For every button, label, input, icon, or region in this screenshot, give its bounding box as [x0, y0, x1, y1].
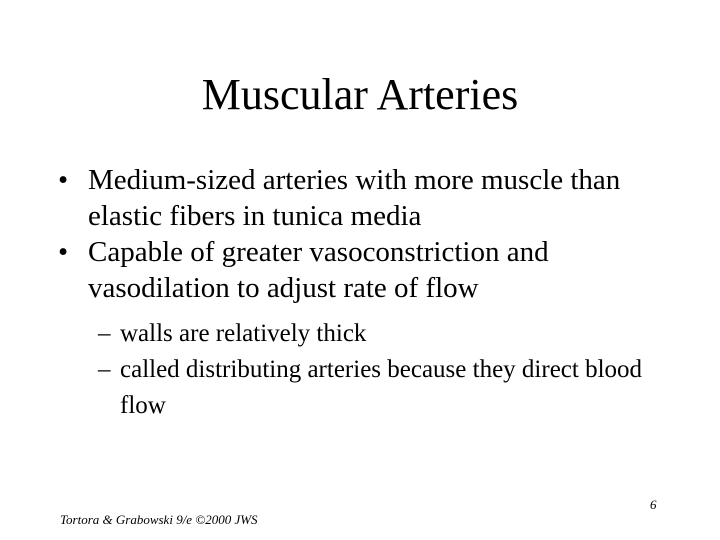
bullet-text: Capable of greater vasoconstriction and vasodilation to adjust rate of flow: [88, 236, 549, 304]
subbullet-list: [58, 316, 678, 424]
subbullet-item: [98, 316, 678, 352]
bullet-marker: •: [58, 164, 69, 196]
subbullet-text: called distributing arteries because they direct blood flow: [120, 356, 643, 419]
slide-title: Muscular Arteries: [201, 70, 519, 119]
bullet-text: Medium-sized arteries with more muscle than elastic fibers in tunica media: [88, 164, 621, 232]
subbullet-text: walls are relatively thick: [120, 320, 367, 347]
subbullet-item: [98, 352, 678, 424]
page-number: 6: [650, 497, 657, 512]
bullet-list: [58, 162, 678, 424]
footer-credit: Tortora & Grabowski 9/e ©2000 JWS: [60, 512, 258, 527]
subbullet-marker: –: [98, 320, 111, 347]
bullet-marker: •: [58, 236, 69, 268]
subbullet-marker: –: [98, 356, 111, 383]
bullet-item: [58, 162, 678, 234]
bullet-item: [58, 234, 678, 306]
